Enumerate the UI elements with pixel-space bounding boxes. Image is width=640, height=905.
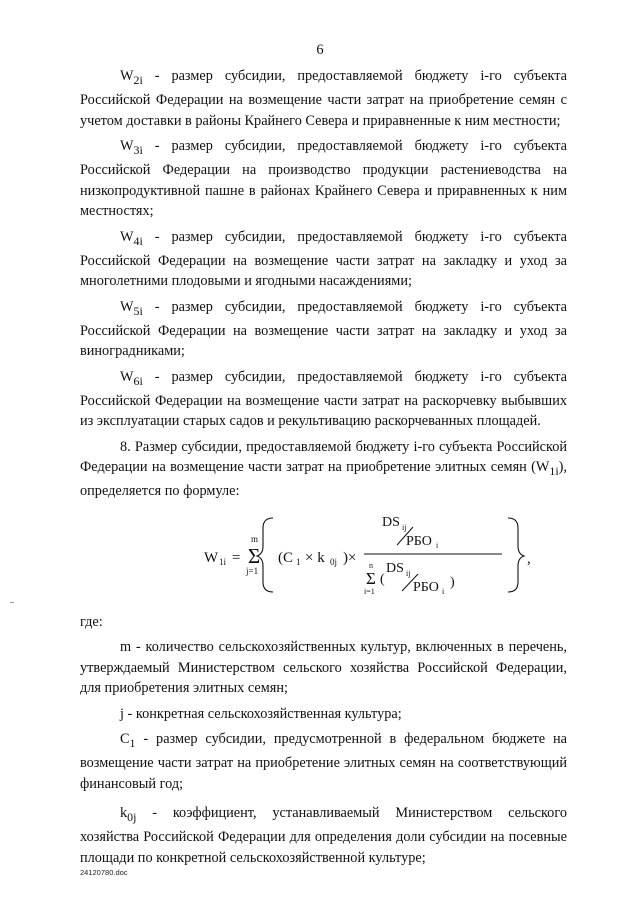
den-ds: DS [386,560,404,576]
sum-lower-limit: j=1 [246,565,259,576]
formula-c: (C [278,549,293,566]
formula-c-subscript: 1 [296,556,301,567]
sum-upper-limit: m [251,533,259,544]
item-k0j [80,803,567,868]
formula-comma: , [527,550,531,567]
symbol-subscript: 6i [133,373,143,388]
right-brace-icon [508,518,524,592]
item-symbol-subscript: 0j [127,809,137,824]
item-text: - конкретная сельскохозяйственная культура; [123,705,402,722]
definition-w6i [80,367,567,432]
definition-text: - размер субсидии, предоставляемой бюджету i-го субъекта Российской Федерации на возмещение части затрат на приобретение семян с учетом доставки в районы Крайнего Севера и приравненные к ним местности; [80,68,567,129]
definition-text: - размер субсидии, предоставляемой бюджету i-го субъекта Российской Федерации на производство продукции растениеводства на низкопродуктивной пашне в районах Крайнего Севера и приравненных к ним местностях; [80,138,567,220]
formula-graphic [80,508,567,604]
formula-k-subscript: 0j [330,556,338,567]
symbol-subscript: 5i [133,303,143,318]
symbol: W [120,228,134,245]
item-text: - количество сельскохозяйственных культур, включенных в перечень, утверждаемый Министерством сельского хозяйства Российской Федерации, для приобретения элитных семян; [80,639,567,697]
sum-sign: Σ [248,543,261,568]
den-ds-subscript: ij [406,568,411,578]
item-m [80,637,567,698]
den-sum-lower-limit: i=1 [364,586,375,596]
den-sum-sign: Σ [366,568,376,588]
page-number: 6 [316,42,324,58]
symbol: W [120,68,134,84]
document-body [80,66,567,873]
numerator-rbo: РБО [406,533,432,549]
numerator-ds-subscript: ij [402,522,407,532]
den-open-paren: ( [380,571,385,587]
formula-w1i [80,508,567,604]
item-text: - коэффициент, устанавливаемый Министерством сельского хозяйства Российской Федерации для определения доли субсидии на посевные площади по конкретной сельскохозяйственной культуре; [80,804,567,866]
symbol: W [120,138,134,155]
item-symbol-subscript: 1 [129,735,136,750]
definition-text: - размер субсидии, предоставляемой бюджету i-го субъекта Российской Федерации на возмещение части затрат на закладку и уход за многолетними плодовыми и ягодными насаждениями; [80,228,567,290]
formula-lhs: W [204,549,219,566]
where-label: где: [80,613,103,630]
left-brace-icon [257,518,273,592]
formula-equals: = [232,549,241,566]
item-symbol: C [120,730,130,747]
den-rbo-subscript: i [442,586,445,596]
paragraph-8-text: 8. Размер субсидии, предоставляемой бюджету i-го субъекта Российской Федерации на возмещение части затрат на приобретение элитных семян (W [80,438,567,476]
paragraph-8 [80,437,567,502]
definition-text: - размер субсидии, предоставляемой бюджету i-го субъекта Российской Федерации на возмещение части затрат на закладку и уход за виноградниками; [80,298,567,360]
definition-w3i [80,136,567,221]
definition-w5i [80,297,567,362]
numerator-rbo-subscript: i [436,540,439,550]
item-symbol: j [120,705,124,722]
formula-close-times: )× [343,549,357,566]
numerator-ds: DS [382,514,400,530]
symbol-subscript: 1i [549,464,559,479]
definition-w2i [80,66,567,131]
symbol-subscript: 2i [133,72,143,87]
file-name-footer: 24120780.doc [80,868,128,877]
item-j [80,704,567,724]
item-text: - размер субсидии, предусмотренной в федеральном бюджете на возмещение части затрат на приобретение элитных семян на соответствующий финансовый год; [80,730,567,792]
paragraph-8-text-end: ), определяется по формуле: [80,459,567,500]
item-symbol: k [120,804,128,821]
formula-times-k: × k [305,549,325,566]
den-close-paren: ) [450,574,455,590]
definition-text: - размер субсидии, предоставляемой бюджету i-го субъекта Российской Федерации на возмещение части затрат на раскорчевку выбывших из эксплуатации старых садов и рекультивацию раскорчеванных площадей. [80,368,567,430]
definition-w4i [80,227,567,292]
den-sum-upper-limit: n [369,560,373,570]
den-rbo: РБО [413,579,439,595]
symbol-subscript: 3i [133,142,143,157]
symbol: W [120,368,134,385]
symbol: W [120,298,134,315]
symbol-subscript: 4i [133,233,143,248]
scan-mark [10,602,14,603]
item-c1 [80,729,567,794]
item-symbol: m [120,639,132,656]
formula-lhs-subscript: 1i [219,556,227,567]
